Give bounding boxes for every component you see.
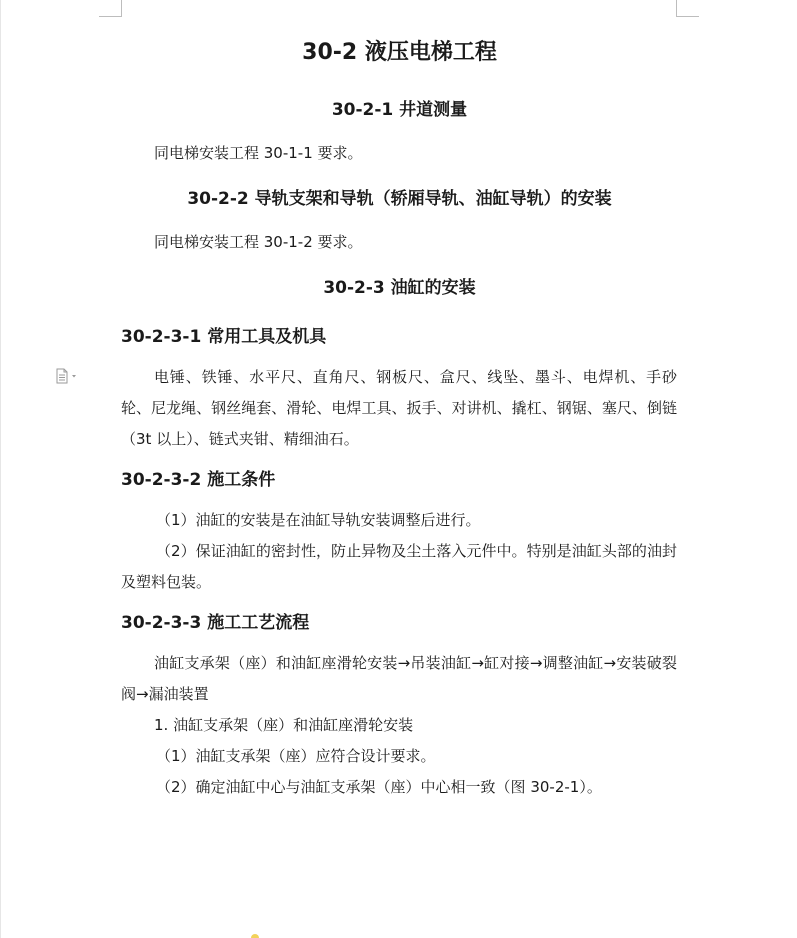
process-step-1-item-1: （1）油缸支承架（座）应符合设计要求。 [156, 747, 436, 765]
margin-corner-top-right [676, 0, 699, 17]
subsection-heading-conditions: 30-2-3-2 施工条件 [121, 470, 276, 490]
section-heading-30-2-2: 30-2-2 导轨支架和导轨（轿厢导轨、油缸导轨）的安装 [187, 189, 612, 209]
section-text-30-2-1: 同电梯安装工程 30-1-1 要求。 [154, 144, 363, 162]
conditions-item-2: （2）保证油缸的密封性，防止异物及尘土落入元件中。特别是油缸头部的油封及塑料包装。 [121, 542, 677, 591]
process-step-1-item-2: （2）确定油缸中心与油缸支承架（座）中心相一致（图 30-2-1）。 [156, 778, 602, 796]
section-heading-30-2-3: 30-2-3 油缸的安装 [323, 278, 476, 298]
process-step-1-heading: 1. 油缸支承架（座）和油缸座滑轮安装 [154, 716, 414, 734]
page-bottom-marker [251, 934, 259, 938]
process-flow-text: 油缸支承架（座）和油缸座滑轮安装→吊装油缸→缸对接→调整油缸→安装破裂阀→漏油装置 [121, 654, 677, 703]
section-text-30-2-2: 同电梯安装工程 30-1-2 要求。 [154, 233, 363, 251]
subsection-heading-process: 30-2-3-3 施工工艺流程 [121, 613, 310, 633]
margin-corner-top-left [99, 0, 122, 17]
conditions-item-1: （1）油缸的安装是在油缸导轨安装调整后进行。 [156, 511, 481, 529]
tools-list-text: 电锤、铁锤、水平尺、直角尺、钢板尺、盒尺、线坠、墨斗、电焊机、手砂轮、尼龙绳、钢丝绳套、滑轮、电焊工具、扳手、对讲机、撬杠、钢锯、塞尺、倒链（3t 以上）、链式夹钳、精细油石。 [121, 368, 677, 448]
section-heading-30-2-1: 30-2-1 井道测量 [331, 100, 468, 120]
paragraph-document-icon[interactable] [55, 368, 79, 384]
subsection-heading-tools: 30-2-3-1 常用工具及机具 [121, 327, 327, 347]
document-title: 30-2 液压电梯工程 [302, 40, 497, 65]
